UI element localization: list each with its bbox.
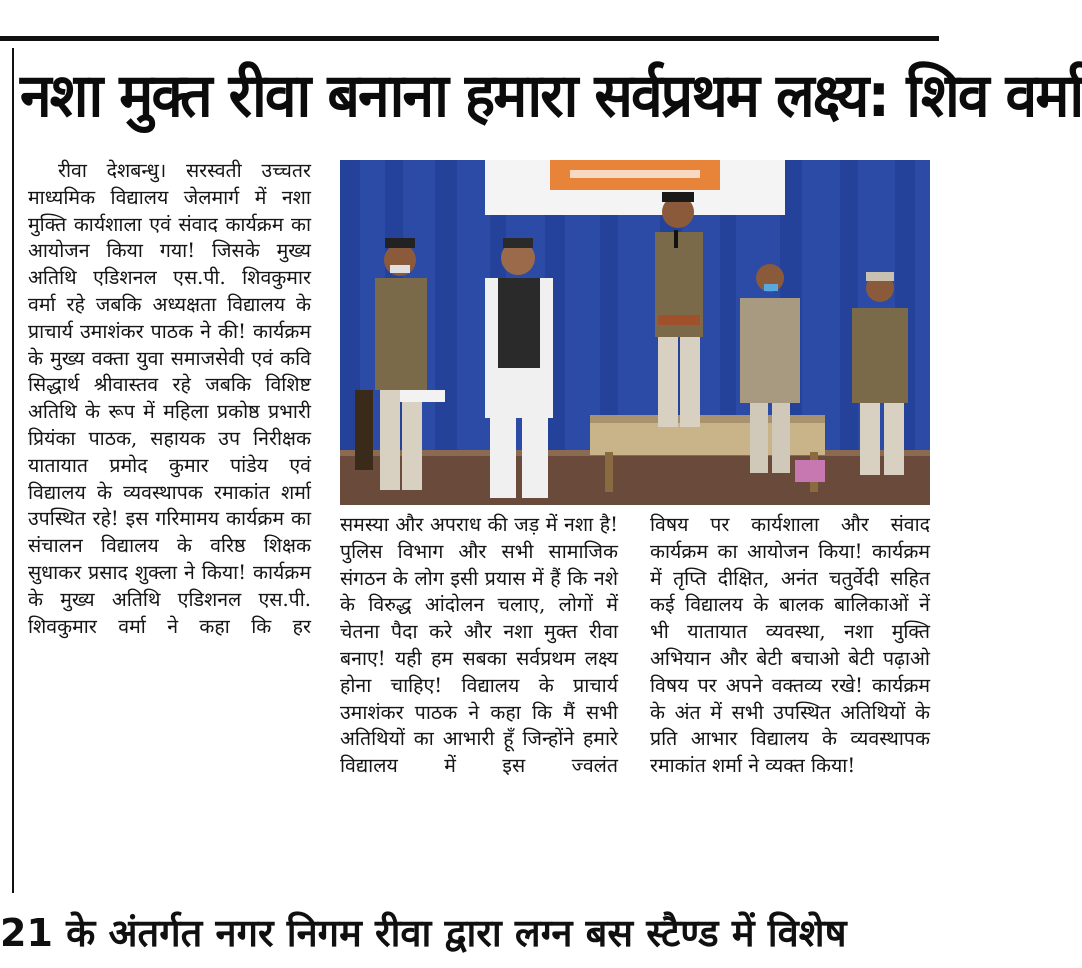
top-rule [0,36,939,41]
next-article-headline: 21 के अंतर्गत नगर निगम रीवा द्वारा लग्न बस स्टैण्ड में विशेष [0,911,847,955]
article-column-2: समस्या और अपराध की जड़ में नशा है! पुलिस विभाग और सभी सामाजिक संगठन के लोग इसी प्रयास में हैं कि नशे के विरुद्ध आंदोलन चलाए, लोगों में चेतना पैदा करे और नशा मुक्त रीवा बनाए! यही हम सबका सर्वप्रथम लक्ष्य होना चाहिए! विद्यालय के प्राचार्य उमाशंकर पाठक ने कहा कि मैं सभी अतिथियों का आभारी हूँ जिन्होंने हमारे विद्यालय में इस ज्वलंत [340,513,618,778]
article-column-1: रीवा देशबन्धु। सरस्वती उच्चतर माध्यमिक विद्यालय जेलमार्ग में नशा मुक्ति कार्यशाला एवं संवाद कार्यक्रम का आयोजन किया गया! जिसके मुख्य अतिथि एडिशनल एस.पी. शिवकुमार वर्मा रहे जबकि अध्यक्षता विद्यालय के प्राचार्य उमाशंकर पाठक ने की! कार्यक्रम के मुख्य वक्ता युवा समाजसेवी एवं कवि सिद्धार्थ श्रीवास्तव रहे जबकि विशिष्ट अतिथि के रूप में महिला प्रकोष्ठ प्रभारी प्रियंका पाठक, सहायक उप निरीक्षक यातायात प्रमोद कुमार पांडेय एवं विद्यालय के व्यवस्थापक रमाकांत शर्मा उपस्थित रहे! इस गरिमामय कार्यक्रम का संचालन विद्यालय के वरिष्ठ शिक्षक सुधाकर प्रसाद शुक्ला ने किया! कार्यक्रम के मुख्य अतिथि एडिशनल एस.पी. शिवकुमार वर्मा ने कहा कि हर [28,159,311,638]
left-column-rule [12,48,14,893]
news-photo [340,160,930,505]
headline: नशा मुक्त रीवा बनाना हमारा सर्वप्रथम लक्ष्य: शिव वर्मा [20,61,1082,131]
article-column-3: विषय पर कार्यशाला और संवाद कार्यक्रम का आयोजन किया! कार्यक्रम में तृप्ति दीक्षित, अनंत चतुर्वेदी सहित कई विद्यालय के बालक बालिकाओं नें भी यातायात व्यवस्था, नशा मुक्ति अभियान और बेटी बचाओ बेटी पढ़ाओ विषय पर अपने वक्तव्य रखे! कार्यक्रम के अंत में सभी उपस्थित अतिथियों के प्रति आभार विद्यालय के व्यवस्थापक रमाकांत शर्मा ने व्यक्त किया! [650,513,930,778]
